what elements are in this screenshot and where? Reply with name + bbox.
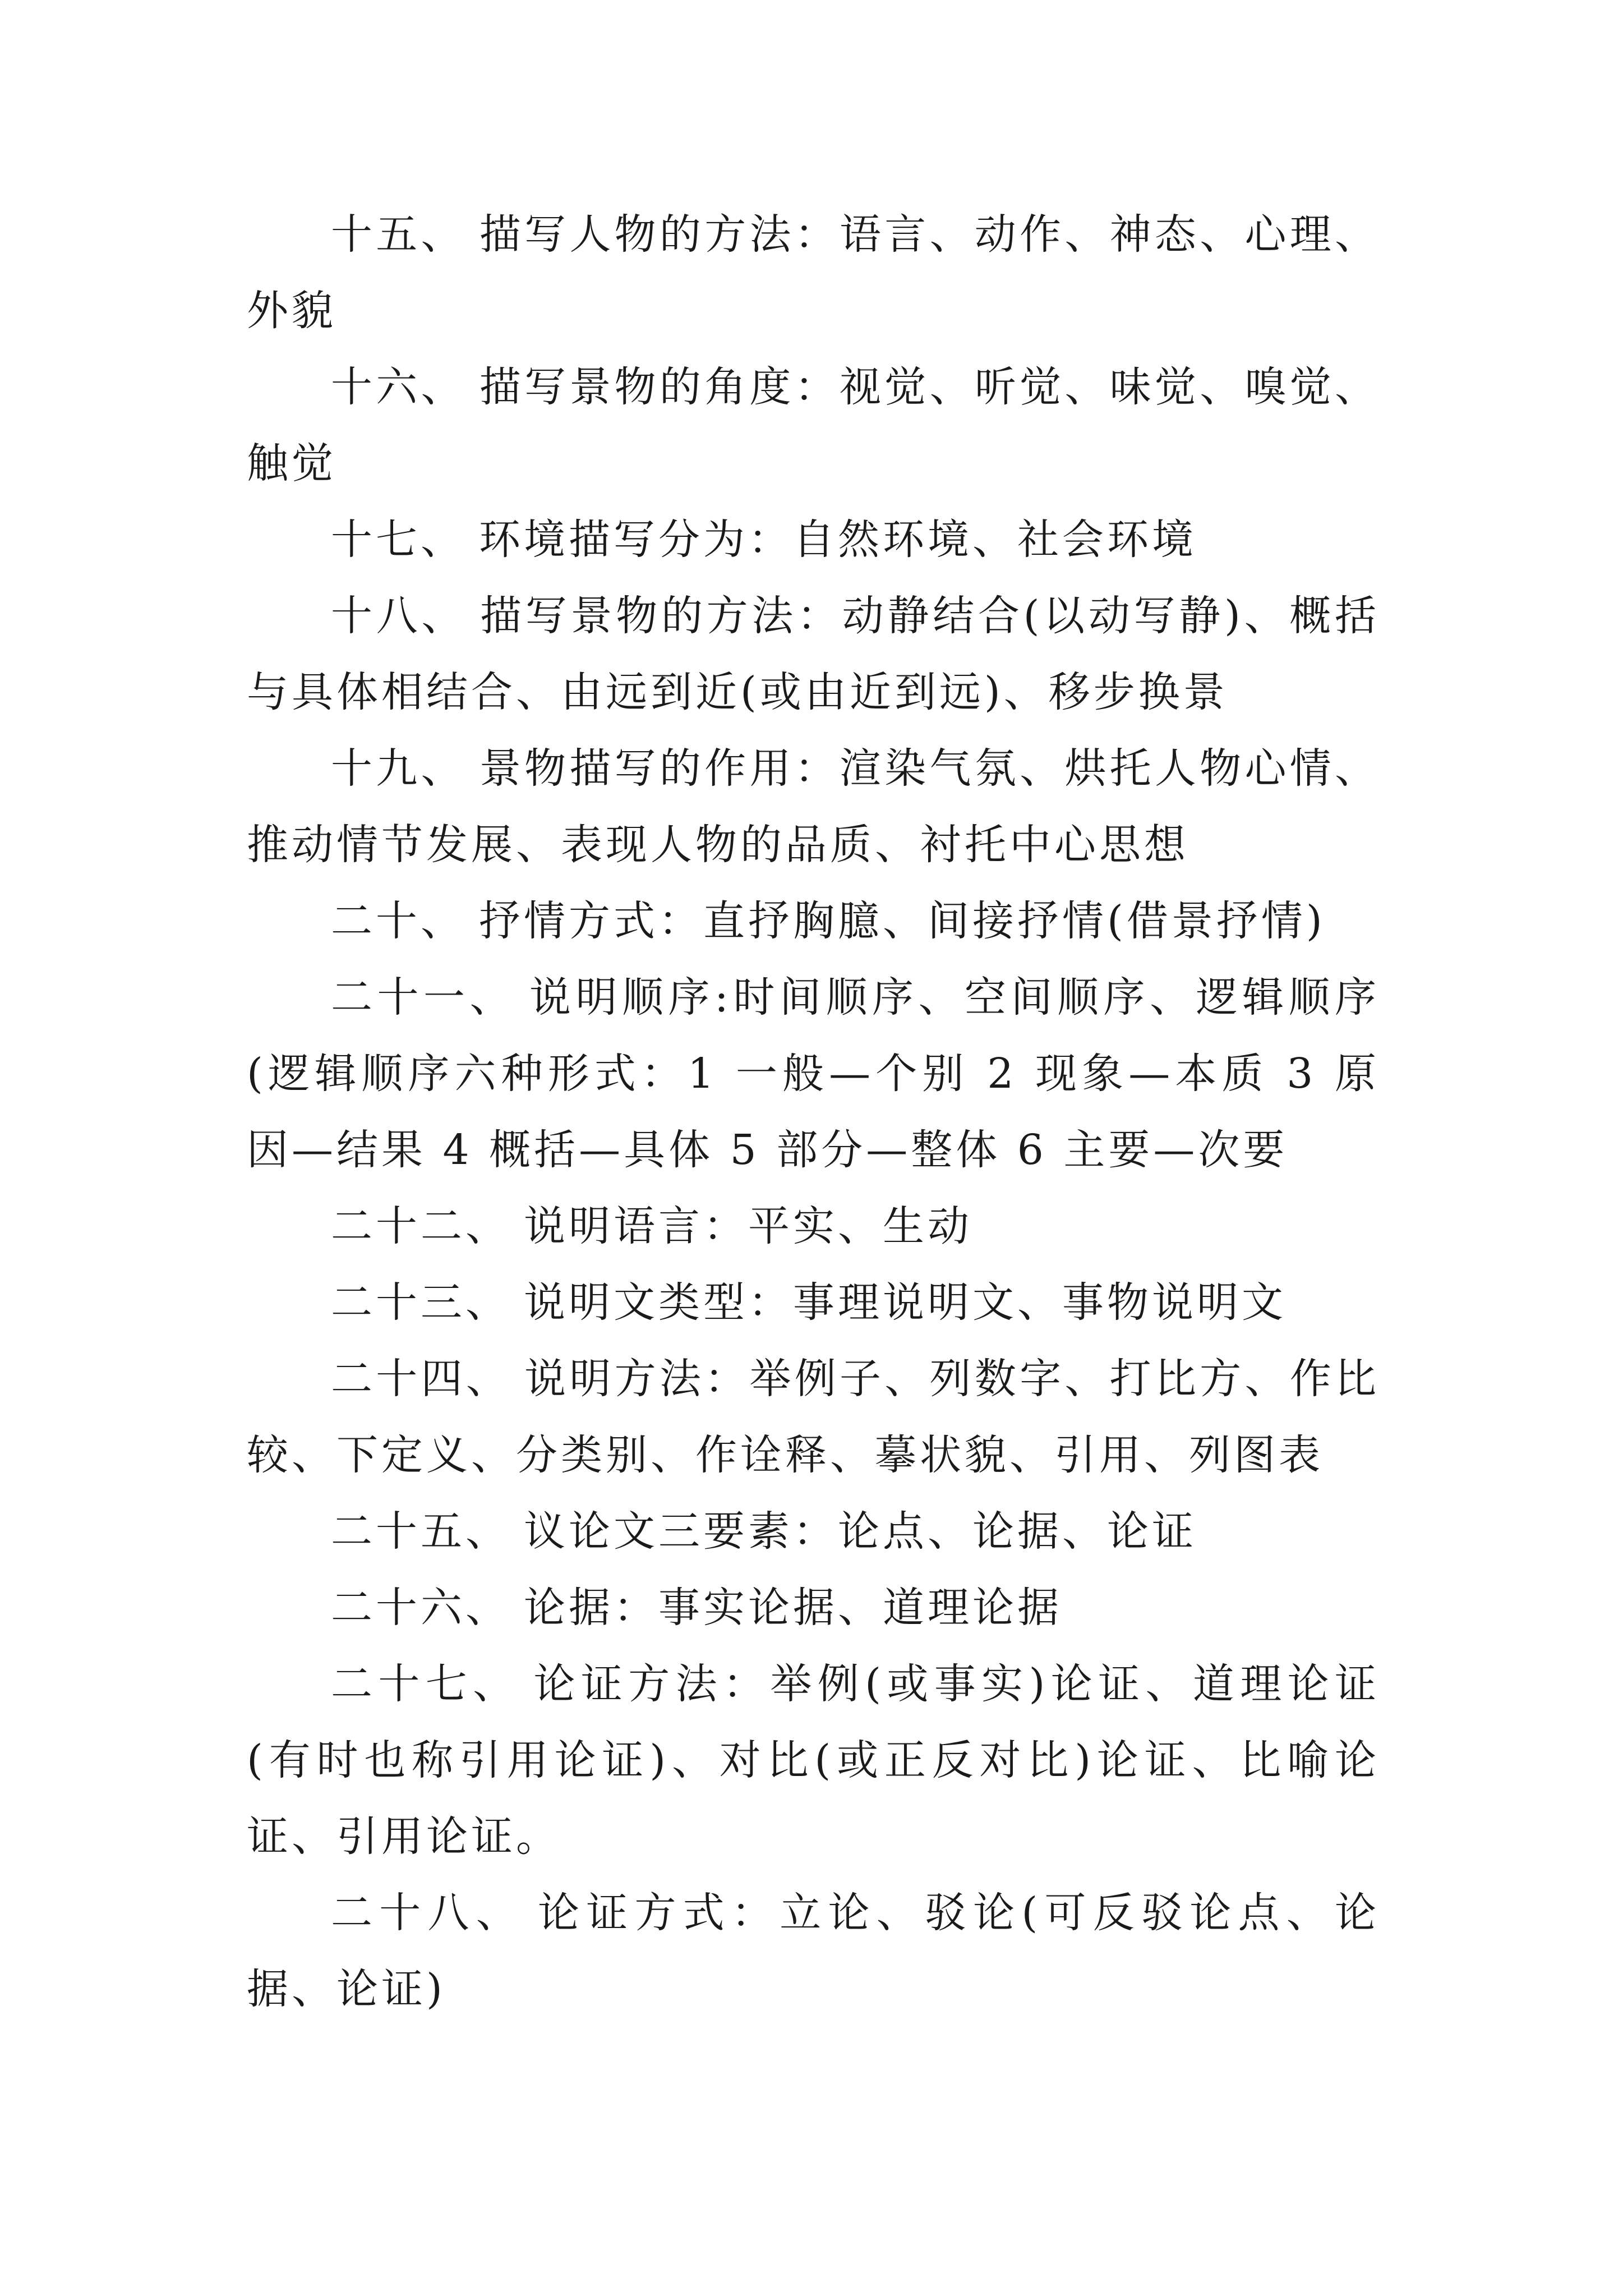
item-text: 环境描写分为：自然环境、社会环境 [479, 516, 1197, 564]
item-text: 抒情方式：直抒胸臆、间接抒情(借景抒情) [479, 897, 1326, 945]
item-text: 说明顺序:时间顺序、空间顺序、逻辑顺序(逻辑顺序六种形式：1 一般—个别 2 现象—本质 3 原因—结果 4 概括—具体 5 部分—整体 6 主要—次要 [247, 973, 1380, 1174]
paragraph-21 [247, 959, 1380, 1188]
paragraph-24 [247, 1341, 1380, 1493]
item-text: 论据：事实论据、道理论据 [524, 1584, 1062, 1632]
item-number: 二十五、 [331, 1507, 510, 1556]
item-number: 二十四、 [331, 1355, 511, 1403]
paragraph-16 [247, 349, 1380, 501]
item-number: 十八、 [331, 592, 467, 640]
paragraph-19 [247, 730, 1380, 883]
paragraph-27 [247, 1646, 1380, 1875]
item-number: 二十一、 [331, 973, 517, 1022]
paragraph-22 [247, 1188, 1380, 1264]
item-text: 说明文类型：事理说明文、事物说明文 [524, 1278, 1287, 1327]
item-text: 描写人物的方法：语言、动作、神态、心理、外貌 [247, 210, 1380, 335]
paragraph-17 [247, 501, 1380, 578]
item-number: 二十、 [331, 897, 465, 945]
document-body [247, 196, 1380, 2027]
item-text: 说明方法：举例子、列数字、打比方、作比较、下定义、分类别、作诠释、摹状貌、引用、列图表 [247, 1355, 1380, 1479]
paragraph-18 [247, 578, 1380, 730]
item-number: 十七、 [331, 516, 465, 564]
paragraph-25 [247, 1493, 1380, 1570]
item-text: 说明语言：平实、生动 [524, 1202, 972, 1250]
item-text: 景物描写的作用：渲染气氛、烘托人物心情、推动情节发展、表现人物的品质、衬托中心思想 [247, 744, 1380, 869]
item-text: 描写景物的方法：动静结合(以动写静)、概括与具体相结合、由远到近(或由近到远)、移步换景 [247, 592, 1380, 716]
paragraph-20 [247, 883, 1380, 959]
paragraph-15 [247, 196, 1380, 349]
item-text: 描写景物的角度：视觉、听觉、味觉、嗅觉、触觉 [247, 363, 1380, 487]
paragraph-28 [247, 1875, 1380, 2027]
paragraph-26 [247, 1570, 1380, 1646]
item-number: 十六、 [331, 363, 466, 411]
item-number: 二十三、 [331, 1278, 510, 1327]
item-text: 论证方法：举例(或事实)论证、道理论证(有时也称引用论证)、对比(或正反对比)论证、比喻论证、引用论证。 [247, 1660, 1380, 1861]
item-number: 十九、 [331, 744, 466, 793]
item-number: 二十二、 [331, 1202, 510, 1250]
item-number: 二十七、 [331, 1660, 520, 1708]
item-number: 十五、 [331, 210, 466, 259]
item-number: 二十六、 [331, 1584, 510, 1632]
item-number: 二十八、 [331, 1889, 524, 1937]
item-text: 论证方式：立论、驳论(可反驳论点、论据、论证) [247, 1889, 1380, 2013]
item-text: 议论文三要素：论点、论据、论证 [524, 1507, 1197, 1556]
paragraph-23 [247, 1264, 1380, 1341]
